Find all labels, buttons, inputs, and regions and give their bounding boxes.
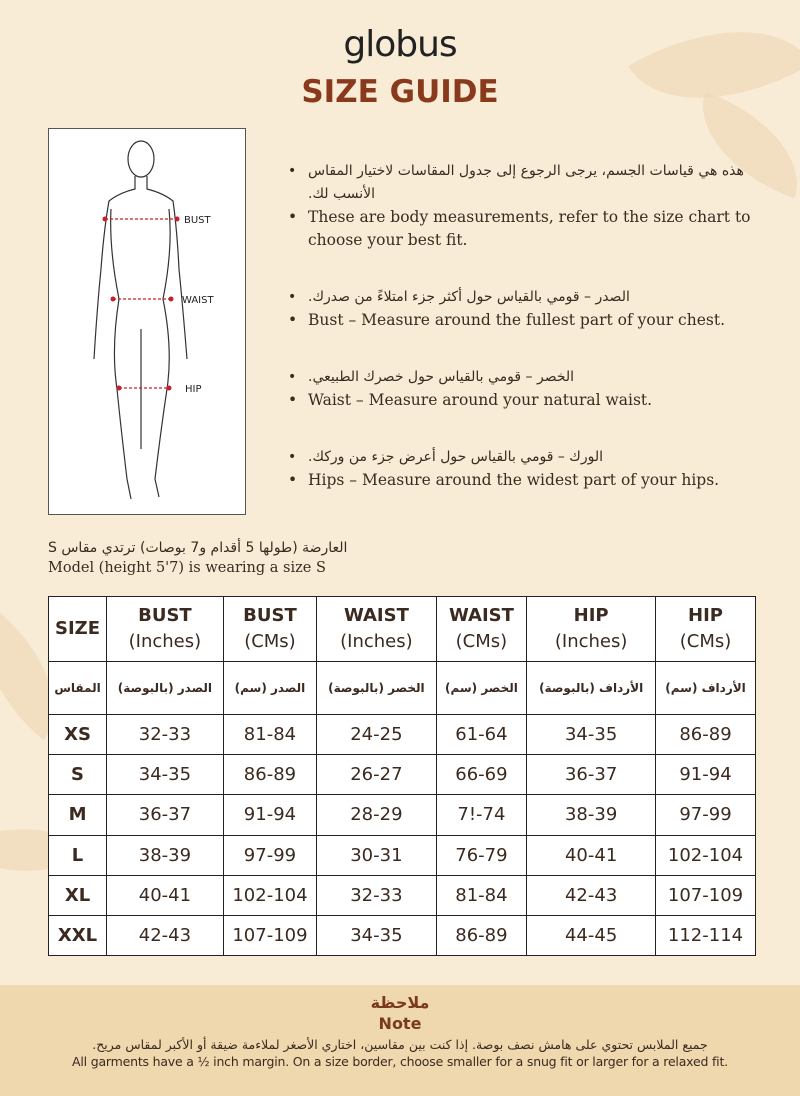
hip-label: HIP	[185, 384, 202, 395]
table-cell: 76-79	[436, 835, 527, 875]
column-header: HIP (CMs)	[656, 597, 756, 662]
table-row	[49, 875, 756, 915]
size-chart-table	[48, 596, 756, 956]
column-header: WAIST (Inches)	[317, 597, 436, 662]
table-cell: 86-89	[656, 715, 756, 755]
table-cell: 42-43	[107, 915, 224, 955]
column-header-ar: الأرداف (بالبوصة)	[527, 662, 656, 715]
column-header-ar: الأرداف (سم)	[656, 662, 756, 715]
bullet-en: • These are body measurements, refer to the size chart to choose your best fit.	[288, 206, 758, 252]
table-cell: 34-35	[317, 915, 436, 955]
table-row	[49, 755, 756, 795]
table-cell: 34-35	[527, 715, 656, 755]
table-cell: 42-43	[527, 875, 656, 915]
table-row	[49, 795, 756, 835]
table-cell: 24-25	[317, 715, 436, 755]
table-cell: 91-94	[223, 795, 316, 835]
column-header: WAIST (CMs)	[436, 597, 527, 662]
table-cell: 107-109	[223, 915, 316, 955]
table-cell: 66-69	[436, 755, 527, 795]
column-header-ar: الصدر (بالبوصة)	[107, 662, 224, 715]
table-cell: 26-27	[317, 755, 436, 795]
table-cell: 97-99	[656, 795, 756, 835]
table-cell: 38-39	[107, 835, 224, 875]
table-cell: 36-37	[527, 755, 656, 795]
size-cell: XL	[49, 875, 107, 915]
column-header-ar: الخصر (سم)	[436, 662, 527, 715]
bullet-ar: • الصدر – قومي بالقياس حول أكثر جزء امتلاءً من صدرك.	[288, 286, 758, 309]
bullet-ar: • الخصر – قومي بالقياس حول خصرك الطبيعي.	[288, 366, 758, 389]
note-text: All garments have a ½ inch margin. On a size border, choose smaller for a snug fit or larger for a relaxed fit.	[72, 1054, 728, 1069]
brand-logo: globus	[343, 24, 457, 65]
bust-label: BUST	[184, 215, 211, 226]
column-header-ar: المقاس	[49, 662, 107, 715]
table-row	[49, 715, 756, 755]
table-cell: 107-109	[656, 875, 756, 915]
bullet-ar: • هذه هي قياسات الجسم، يرجى الرجوع إلى جدول المقاسات لاختيار المقاس الأنسب لك.	[288, 160, 758, 206]
bullet-en: • Hips – Measure around the widest part of your hips.	[288, 469, 758, 492]
column-header-ar: الخصر (بالبوصة)	[317, 662, 436, 715]
measurement-instructions	[288, 160, 758, 526]
model-info-ar: العارضة (طولها 5 أقدام و7 بوصات) ترتدي مقاس S	[48, 540, 348, 556]
note-text-ar: جميع الملابس تحتوي على هامش نصف بوصة. إذا كنت بين مقاسين، اختاري الأصغر لملاءمة ضيقة أو الأكبر لمقاس مريح.	[92, 1037, 708, 1052]
note-title: Note	[378, 1014, 422, 1033]
table-cell: 28-29	[317, 795, 436, 835]
bullet-ar: • الورك – قومي بالقياس حول أعرض جزء من وركك.	[288, 446, 758, 469]
table-cell: 86-89	[223, 755, 316, 795]
table-cell: 44-45	[527, 915, 656, 955]
page-title: SIZE GUIDE	[301, 74, 499, 110]
table-cell: 97-99	[223, 835, 316, 875]
note-title-ar: ملاحظة	[370, 993, 430, 1012]
table-cell: 81-84	[436, 875, 527, 915]
table-cell: 102-104	[656, 835, 756, 875]
table-cell: 38-39	[527, 795, 656, 835]
table-cell: 36-37	[107, 795, 224, 835]
body-figure	[48, 128, 246, 515]
size-cell: S	[49, 755, 107, 795]
column-header-ar: الصدر (سم)	[223, 662, 316, 715]
table-cell: 102-104	[223, 875, 316, 915]
table-row	[49, 835, 756, 875]
note-panel	[0, 985, 800, 1096]
column-header: BUST (CMs)	[223, 597, 316, 662]
model-info-en: Model (height 5'7) is wearing a size S	[48, 560, 326, 576]
table-cell: 81-84	[223, 715, 316, 755]
column-header: HIP (Inches)	[527, 597, 656, 662]
table-cell: 32-33	[107, 715, 224, 755]
table-row	[49, 915, 756, 955]
size-cell: XXL	[49, 915, 107, 955]
size-cell: XS	[49, 715, 107, 755]
table-cell: 61-64	[436, 715, 527, 755]
table-cell: 40-41	[527, 835, 656, 875]
column-header: SIZE	[49, 597, 107, 662]
table-cell: 7!-74	[436, 795, 527, 835]
table-cell: 30-31	[317, 835, 436, 875]
bullet-en: • Waist – Measure around your natural waist.	[288, 389, 758, 412]
size-cell: M	[49, 795, 107, 835]
bullet-en: • Bust – Measure around the fullest part of your chest.	[288, 309, 758, 332]
table-cell: 40-41	[107, 875, 224, 915]
table-cell: 86-89	[436, 915, 527, 955]
table-cell: 34-35	[107, 755, 224, 795]
size-cell: L	[49, 835, 107, 875]
table-cell: 32-33	[317, 875, 436, 915]
waist-label: WAIST	[182, 295, 214, 306]
column-header: BUST (Inches)	[107, 597, 224, 662]
model-info	[48, 538, 347, 578]
table-cell: 112-114	[656, 915, 756, 955]
table-cell: 91-94	[656, 755, 756, 795]
